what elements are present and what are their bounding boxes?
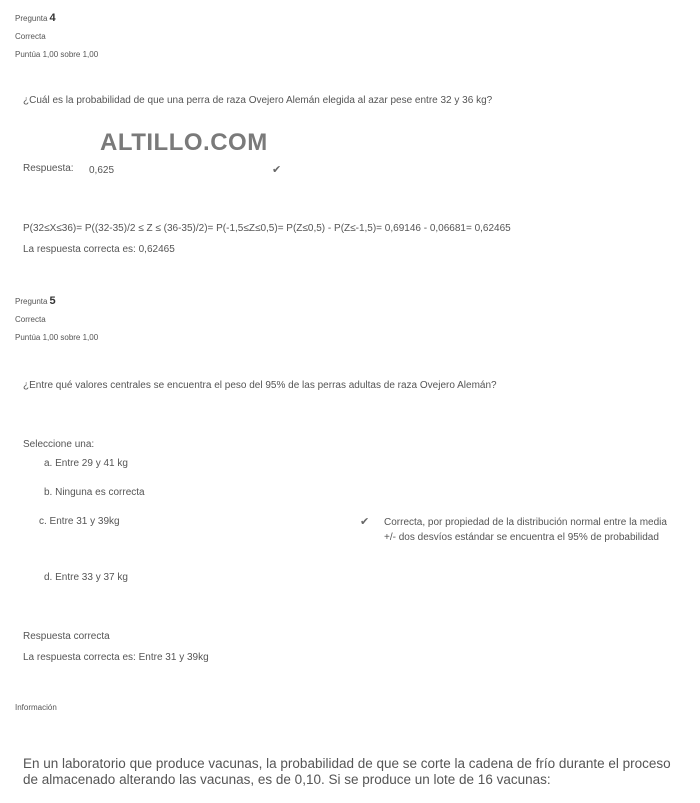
question-4-number	[15, 12, 56, 24]
question-5-result: Respuesta correcta	[23, 631, 110, 642]
question-5-correct-answer: La respuesta correcta es: Entre 31 y 39kg	[23, 652, 209, 663]
option-a[interactable]: a. Entre 29 y 41 kg	[44, 458, 128, 469]
question-5-score: Puntúa 1,00 sobre 1,00	[15, 333, 99, 342]
question-4-correct-answer: La respuesta correcta es: 0,62465	[23, 244, 175, 255]
option-feedback: Correcta, por propiedad de la distribución normal entre la media +/- dos desvíos estándar se encuentra el 95% de probabilidad	[384, 517, 667, 543]
answer-input[interactable]: 0,625	[89, 165, 115, 176]
question-label: Pregunta	[15, 297, 48, 306]
question-4-text: ¿Cuál es la probabilidad de que una perra de raza Ovejero Alemán elegida al azar pese entre 32 y 36 kg?	[23, 95, 493, 106]
answer-label: Respuesta:	[23, 163, 74, 174]
option-d[interactable]: d. Entre 33 y 37 kg	[44, 572, 128, 583]
info-text: En un laboratorio que produce vacunas, la probabilidad de que se corte la cadena de frío durante el proceso de almacenado alterando las vacunas, es de 0,10. Si se produce un lote de 16 vacunas:	[23, 756, 671, 787]
check-icon: ✔	[272, 164, 282, 176]
question-4-status: Correcta	[15, 32, 46, 41]
question-5-text: ¿Entre qué valores centrales se encuentra el peso del 95% de las perras adultas de raza Ovejero Alemán?	[23, 380, 497, 391]
check-icon: ✔	[360, 516, 370, 528]
question-5-number	[15, 295, 56, 307]
question-5-status: Correcta	[15, 315, 46, 324]
option-b[interactable]: b. Ninguna es correcta	[44, 487, 145, 498]
question-4-solution: P(32≤X≤36)= P((32-35)/2 ≤ Z ≤ (36-35)/2)= P(-1,5≤Z≤0,5)= P(Z≤0,5) - P(Z≤-1,5)= 0,69146 - 0,06681= 0,62465	[23, 223, 511, 234]
watermark: ALTILLO.COM	[100, 129, 268, 156]
option-c[interactable]: c. Entre 31 y 39kg	[39, 516, 120, 527]
info-label: Información	[15, 703, 57, 712]
select-one-label: Seleccione una:	[23, 439, 95, 450]
question-4-score: Puntúa 1,00 sobre 1,00	[15, 50, 99, 59]
question-number: 5	[49, 295, 56, 307]
question-number: 4	[49, 12, 56, 24]
question-label: Pregunta	[15, 14, 48, 23]
